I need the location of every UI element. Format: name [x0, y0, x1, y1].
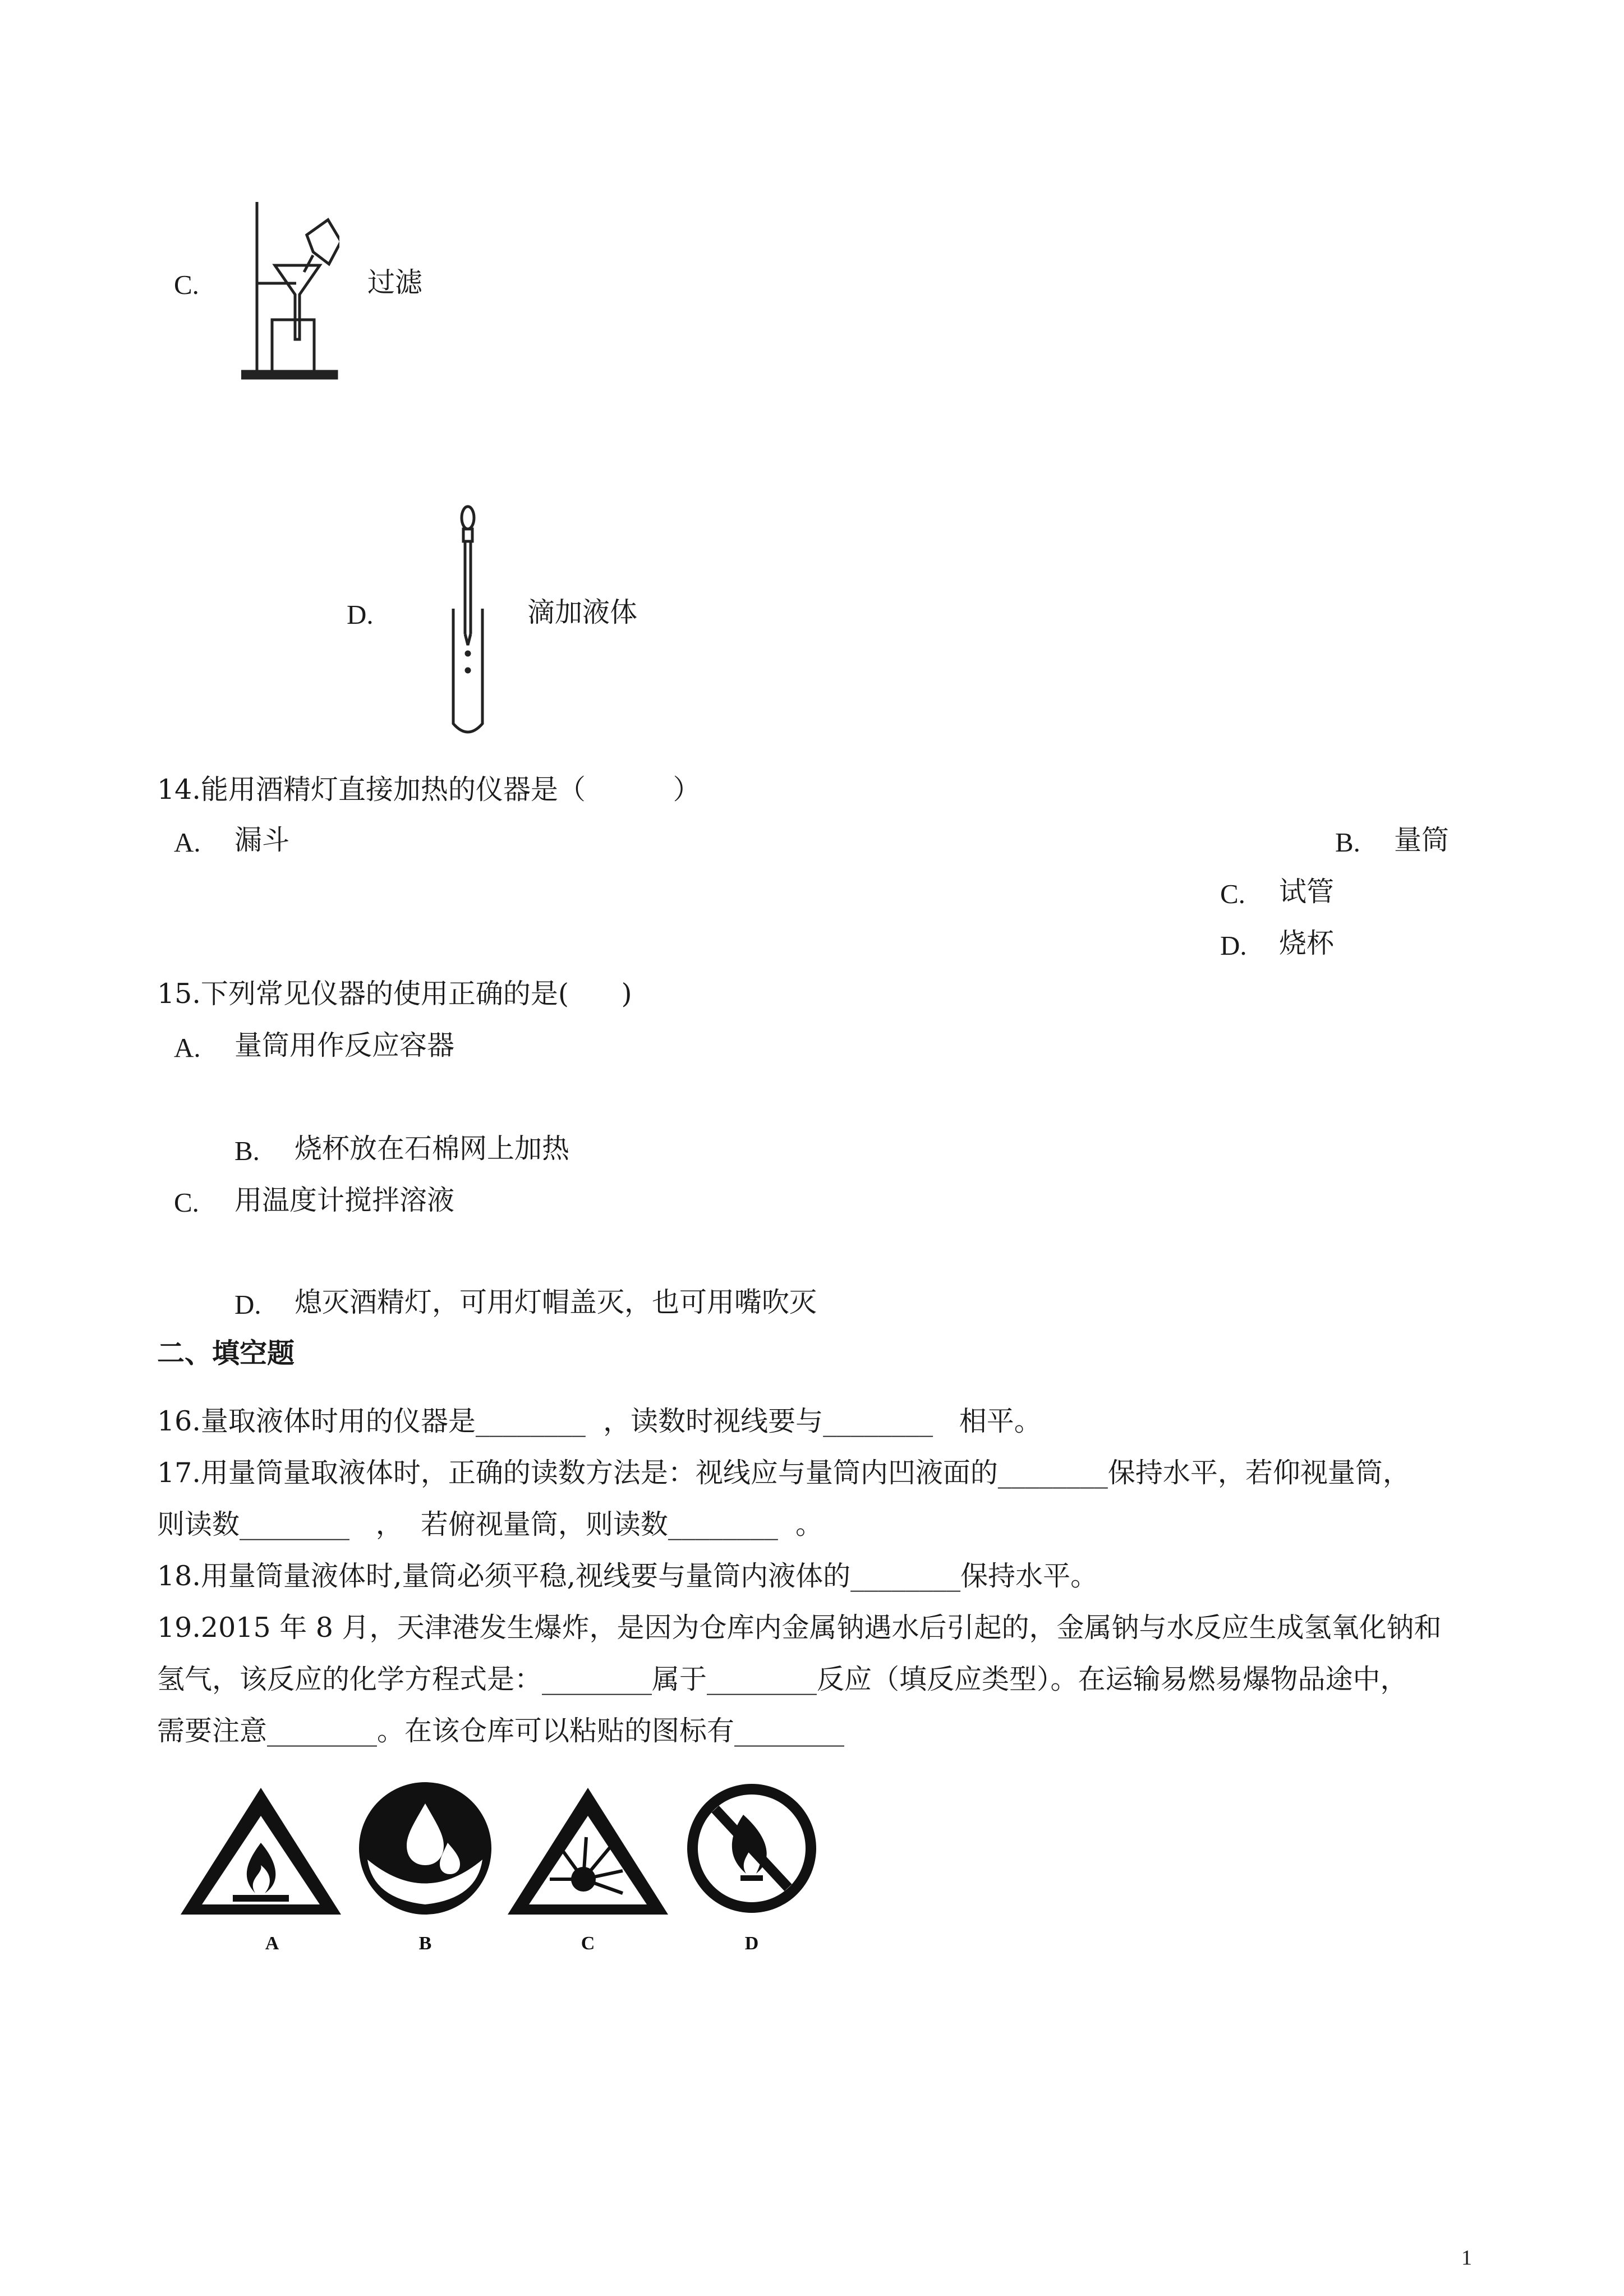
safety-signs-figure: [180, 1781, 836, 1955]
q17-line2: 则读数________ ， 若俯视量筒，则读数________ 。: [157, 1508, 823, 1540]
page-number: 1: [1461, 2246, 1472, 2270]
q13-optD-label: 滴加液体: [527, 596, 638, 628]
filtration-apparatus-icon: [241, 199, 339, 381]
q19-line1: 19.2015 年 8 月，天津港发生爆炸，是因为仓库内金属钠遇水后引起的，金属钠与水反应生成氢氧化钠和: [157, 1612, 1442, 1644]
q15-optC-text: 用温度计搅拌溶液: [234, 1184, 455, 1216]
q15-optD-text: 熄灭酒精灯，可用灯帽盖灭，也可用嘴吹灭: [295, 1286, 817, 1318]
water-reactive-icon: [359, 1782, 491, 1915]
q18-text: 18.用量筒量液体时,量筒必须平稳,视线要与量筒内液体的________保持水平。: [157, 1560, 1098, 1592]
q14-optA-text: 漏斗: [234, 824, 290, 856]
flammable-warning-icon: [181, 1788, 341, 1915]
q13-optC-label: 过滤: [367, 266, 423, 298]
q15-optA-letter: A.: [174, 1032, 201, 1063]
q14-optD-text: 烧杯: [1279, 927, 1335, 959]
q14-optC-letter: C.: [1220, 878, 1245, 909]
q15-stem: 15.下列常见仪器的使用正确的是( ): [157, 978, 632, 1010]
q14-optB-text: 量筒: [1394, 824, 1450, 856]
q14-optD-letter: D.: [1220, 930, 1247, 961]
q13-optC-letter: C.: [174, 269, 199, 300]
q14-optA-letter: A.: [174, 827, 201, 858]
q15-optD-letter: D.: [234, 1289, 261, 1320]
sign-label-d: D: [744, 1933, 759, 1954]
q15-optA-text: 量筒用作反应容器: [234, 1029, 455, 1061]
q15-optC-letter: C.: [174, 1187, 199, 1218]
q19-line3: 需要注意________。在该仓库可以粘贴的图标有________: [157, 1715, 845, 1747]
sign-label-c: C: [581, 1933, 595, 1954]
q15-optB-text: 烧杯放在石棉网上加热: [295, 1133, 570, 1165]
q15-optB-letter: B.: [234, 1135, 260, 1166]
q16-text: 16.量取液体时用的仪器是________ ，读数时视线要与________ 相平。: [157, 1405, 1042, 1437]
q17-line1: 17.用量筒量取液体时，正确的读数方法是：视线应与量筒内凹液面的________保持水平，若仰视量筒，: [157, 1457, 1410, 1489]
section-heading: 二、填空题: [157, 1337, 295, 1369]
no-fire-icon: [687, 1784, 816, 1913]
q14-optB-letter: B.: [1335, 827, 1360, 858]
dropper-test-tube-icon: [448, 502, 487, 738]
q14-stem: 14.能用酒精灯直接加热的仪器是（ ）: [157, 774, 701, 806]
q14-optC-text: 试管: [1279, 876, 1335, 908]
sign-label-b: B: [418, 1933, 432, 1954]
sign-label-a: A: [265, 1933, 279, 1954]
q19-line2: 氢气，该反应的化学方程式是：________属于________反应（填反应类型）。在运输易燃易爆物品途中，: [157, 1663, 1408, 1695]
q13-optD-letter: D.: [347, 599, 374, 630]
explosive-warning-icon: [508, 1788, 668, 1915]
